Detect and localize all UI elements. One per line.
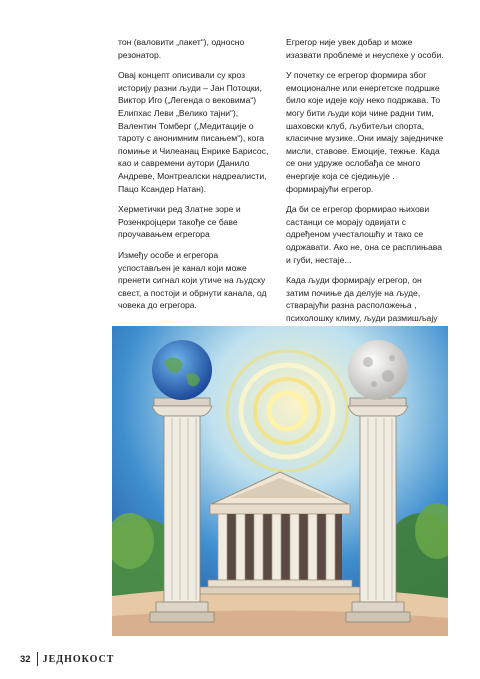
moon-globe-icon [348,340,408,400]
footer-divider [37,652,38,666]
right-text-column [286,36,444,345]
left-text-column [118,36,270,320]
paragraph: У почетку се егрегор формира због емоционалне или енергетске подршке било које идеје коју неко подржава. То могу бити људи који чине радни тим, шаховски клуб, љубитељи спорта, класичне музике..Они имају заједничке мисли, ставове. Емоције, тежње. Када се они удруже ослобађа се много енергије која се сједињује . формирајући егрегор. [286,70,444,194]
paragraph: Херметички ред Златне зоре и Розенкројцери такође се баве проучавањем егрегора [118,204,241,240]
page-number: 32 [20,653,31,665]
paragraph: Овај концепт описивали су кроз историју разни људи – Јан Потоцки, Виктор Иго („Легенда о вековима“) Елипхас Леви „Велико тајни“), Валентин Томберг („Медитације о тароту с анонимним писањем“), кога помиње и Чилеанац Енрике Барисос, као и савремени аутори (Данило Андреве, Монтреалски надреалисти, Пацо Ксандер Натан). [118,70,269,194]
paragraph: Егрегор није увек добар и може изазвати проблеме и неуспехе у особи. [286,37,444,60]
paragraph: Између особе и егрегора успостављен је канал који може пренети сигнал који утиче на људску свест, а постоји и обрнути канала, од човека до егрегора. [118,249,267,311]
paragraph: тон (валовити „пакет“), односно резонатор. [118,37,245,60]
temple-illustration [112,326,448,636]
magazine-logo: ЈЕДНОКОСТ [42,653,115,665]
earth-globe-icon [152,340,212,400]
page-footer [20,652,114,666]
paragraph: Да би се егрегор формирао њихови састанци се морају одвијати с одређеном учесталошћу и тако се одржавати. Ако не, она се расплињава и губи, нестаје... [286,204,443,265]
paragraph: Када људи формирају егрегор, он затим почиње да делује на људе, стварајући разна расположења , психолошку климу, људи размишљају [286,275,438,323]
